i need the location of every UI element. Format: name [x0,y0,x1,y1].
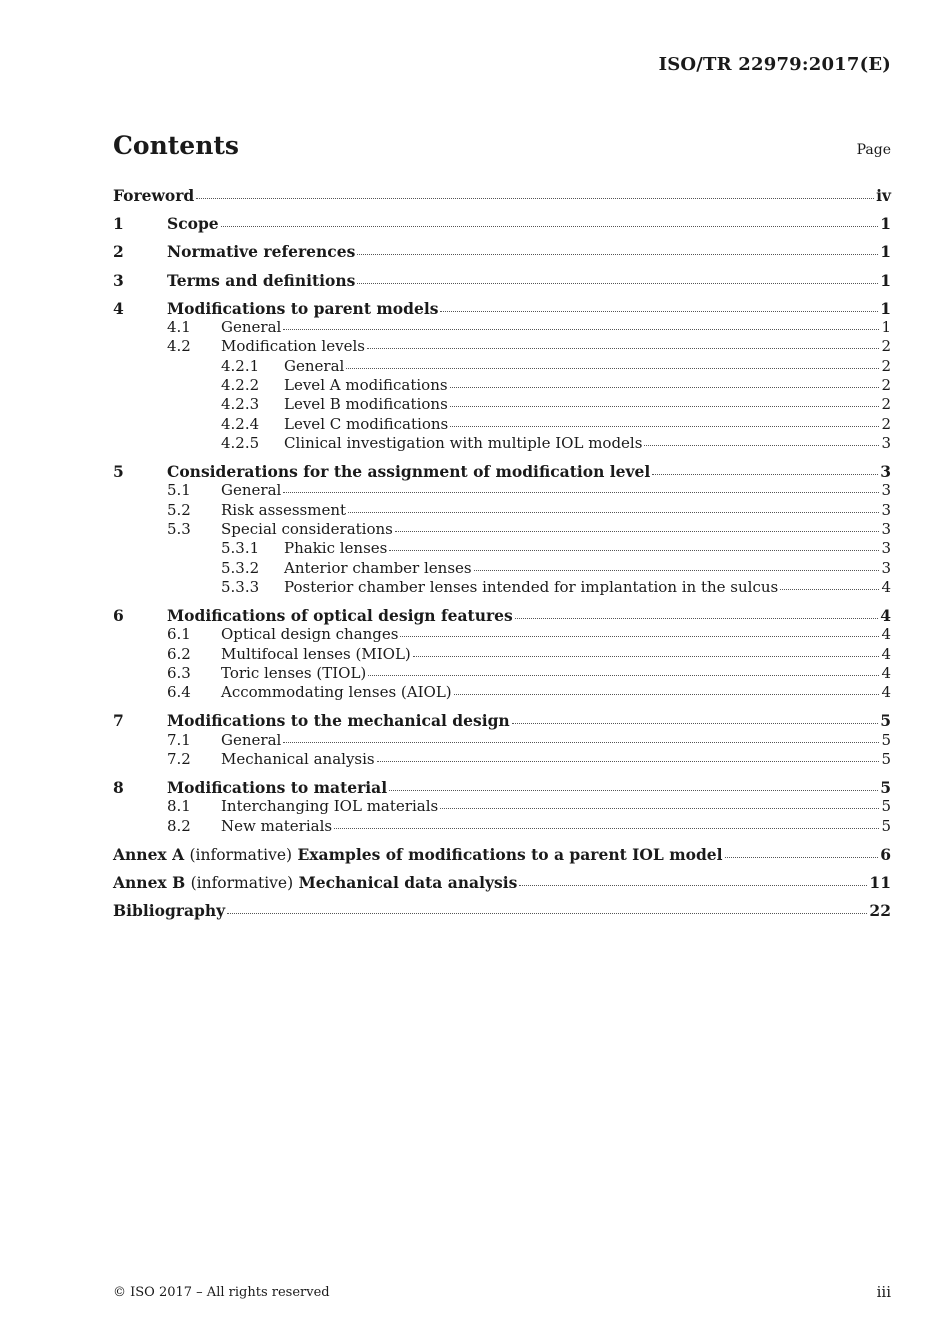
toc-entry-page: 2 [881,375,891,394]
dot-leader [474,569,880,571]
toc-entry-page: 2 [881,356,891,375]
toc-entry[interactable] [113,434,891,453]
toc-entry-title: Level A modifications [284,375,448,394]
toc-entry-number: 6.2 [167,644,191,663]
toc-entry-number: 8.1 [167,797,191,816]
toc-entry-title: Scope [167,214,219,234]
toc-entry[interactable] [113,683,891,702]
toc-entry[interactable] [113,901,891,920]
dot-leader [389,789,878,791]
toc-entry-page: 22 [869,901,891,921]
toc-entry-number: 6.3 [167,663,191,682]
toc-entry-title: Terms and definitions [167,270,356,290]
toc-entry-page: 3 [880,462,891,482]
dot-leader [368,674,879,676]
toc-entry-title: Bibliography [113,901,226,921]
toc-entry-page: 4 [881,577,891,596]
toc-entry[interactable] [113,271,891,290]
toc-entry-number: 5.3.1 [221,539,260,558]
toc-entry-page: 5 [880,711,891,731]
annex-title: Examples of modifications to a parent IOL model [297,844,723,864]
toc-entry-page: 11 [869,873,891,893]
toc-entry-title: Modifications to the mechanical design [167,711,510,731]
toc-entry-title [113,845,723,865]
annex-title: Mechanical data analysis [298,873,518,893]
toc-entry-title: Toric lenses (TIOL) [221,663,367,682]
toc-entry[interactable] [113,395,891,414]
toc-entry[interactable] [113,778,891,797]
dot-leader [377,760,880,762]
dot-leader [413,655,880,657]
dot-leader [440,807,879,809]
toc-entry[interactable] [113,625,891,644]
dot-leader [283,328,879,330]
toc-entry-number: 5.2 [167,500,191,519]
toc-entry-page: 1 [880,298,891,318]
toc-entry-title: Risk assessment [221,500,347,519]
dot-leader [652,473,878,475]
toc-entry-page: 1 [881,318,891,337]
dot-leader [367,347,880,349]
toc-entry-title: Normative references [167,242,356,262]
toc-entry[interactable] [113,337,891,356]
toc-entry-page: iv [876,186,891,205]
toc-entry-number: 6.4 [167,683,191,702]
page-number: iii [876,1283,891,1301]
toc-entry[interactable] [113,357,891,376]
toc-entry-page: 1 [880,270,891,290]
toc-entry-number: 6 [113,605,124,625]
toc-entry-page: 5 [881,749,891,768]
toc-entry-title: Multifocal lenses (MIOL) [221,644,411,663]
toc-entry-title: Considerations for the assignment of modification level [167,462,651,482]
toc-entry[interactable] [113,873,891,892]
toc-entry-page: 5 [880,778,891,798]
toc-entry-number: 8.2 [167,816,191,835]
toc-entry[interactable] [113,501,891,520]
toc-entry-title: Accommodating lenses (AIOL) [221,683,452,702]
dot-leader [357,282,878,284]
toc-entry-number: 5.1 [167,481,191,500]
toc-entry-number: 4.2.3 [221,395,260,414]
toc-entry-number: 7.2 [167,749,191,768]
toc-entry-title [113,873,517,893]
toc-entry[interactable] [113,415,891,434]
toc-entry-page: 4 [881,683,891,702]
toc-entry-title: Posterior chamber lenses intended for implantation in the sulcus [284,577,779,596]
dot-leader [283,491,879,493]
toc-entry[interactable] [113,559,891,578]
toc-entry-page: 6 [880,844,891,864]
toc-entry[interactable] [113,817,891,836]
toc-entry[interactable] [113,186,891,205]
toc-entry[interactable] [113,750,891,769]
toc-entry-number: 3 [113,270,124,290]
toc-entry-page: 3 [881,500,891,519]
toc-entry-title: Anterior chamber lenses [284,558,472,577]
toc-entry-page: 4 [881,663,891,682]
dot-leader [454,693,880,695]
toc-entry-page: 3 [881,558,891,577]
toc-entry-page: 4 [881,644,891,663]
toc-entry[interactable] [113,664,891,683]
annex-label: Annex A [113,844,185,864]
dot-leader [196,197,874,199]
toc-entry[interactable] [113,462,891,481]
toc-entry-title: General [284,356,345,375]
toc-entry-page: 2 [881,337,891,356]
toc-entry-page: 3 [881,481,891,500]
toc-entry[interactable] [113,242,891,261]
toc-entry-page: 5 [881,816,891,835]
toc-entry[interactable] [113,520,891,539]
toc-entry-page: 2 [881,414,891,433]
toc-entry-number: 4.2 [167,337,191,356]
toc-entry-number: 4.2.2 [221,375,260,394]
toc-entry-page: 3 [881,433,891,452]
toc-entry-number: 2 [113,242,124,262]
toc-entry-page: 4 [881,625,891,644]
toc-entry-number: 5.3.2 [221,558,260,577]
dot-leader [346,367,879,369]
toc-entry-title: Modifications to material [167,778,388,798]
toc-entry[interactable] [113,606,891,625]
toc-entry-number: 4.2.1 [221,356,260,375]
dot-leader [644,444,879,446]
dot-leader [440,310,878,312]
dot-leader [450,386,880,388]
toc-entry[interactable] [113,214,891,233]
page-column-label: Page [856,142,891,158]
dot-leader [389,549,879,551]
toc-entry-page: 1 [880,242,891,262]
dot-leader [395,530,880,532]
toc-entry-title: General [221,481,282,500]
toc-entry[interactable] [113,711,891,730]
toc-entry-page: 2 [881,395,891,414]
toc-entry-title: General [221,318,282,337]
toc-entry-number: 4.2.4 [221,414,260,433]
toc-entry-number: 8 [113,778,124,798]
toc-entry[interactable] [113,845,891,864]
toc-entry-title: New materials [221,816,333,835]
toc-entry-page: 4 [880,605,891,625]
toc-entry-title: Level C modifications [284,414,449,433]
dot-leader [357,253,878,255]
toc-entry-title: Phakic lenses [284,539,388,558]
toc-entry-number: 4.1 [167,318,191,337]
toc-entry-title: Mechanical analysis [221,749,375,768]
dot-leader [283,741,879,743]
toc-entry-title: Foreword [113,186,195,205]
toc-entry-number: 6.1 [167,625,191,644]
toc-entry[interactable] [113,318,891,337]
dot-leader [512,722,879,724]
annex-qualifier: (informative) [189,845,293,864]
toc-entry-title: Special considerations [221,519,393,538]
dot-leader [515,617,878,619]
toc-entry-number: 4.2.5 [221,433,260,452]
toc-entry-title: Level B modifications [284,395,448,414]
annex-label: Annex B [113,873,186,893]
dot-leader [227,912,867,914]
toc-entry[interactable] [113,797,891,816]
toc-entry-title: Optical design changes [221,625,399,644]
toc-entry-page: 3 [881,519,891,538]
toc-entry[interactable] [113,539,891,558]
toc-entry-number: 5.3 [167,519,191,538]
dot-leader [221,225,879,227]
toc-entry-title: Clinical investigation with multiple IOL models [284,433,643,452]
document-identifier: ISO/TR 22979:2017(E) [658,54,891,75]
dot-leader [519,884,867,886]
toc-entry-page: 5 [881,797,891,816]
dot-leader [450,405,880,407]
dot-leader [334,827,879,829]
toc-entry[interactable] [113,299,891,318]
dot-leader [450,425,879,427]
toc-entry-page: 3 [881,539,891,558]
toc-entry-page: 1 [880,214,891,234]
toc-entry[interactable] [113,376,891,395]
toc-entry-number: 5.3.3 [221,577,260,596]
toc-entry-number: 7 [113,711,124,731]
toc-entry-number: 4 [113,298,124,318]
toc-entry-title: Interchanging IOL materials [221,797,439,816]
dot-leader [400,635,879,637]
toc-entry[interactable] [113,731,891,750]
toc-entry-number: 1 [113,214,124,234]
toc-entry-number: 5 [113,462,124,482]
toc-entry-title: Modifications to parent models [167,298,439,318]
page-title: Contents [113,131,240,160]
toc-entry[interactable] [113,645,891,664]
copyright-notice: © ISO 2017 – All rights reserved [113,1285,330,1300]
toc-entry[interactable] [113,481,891,500]
dot-leader [780,588,879,590]
dot-leader [348,511,879,513]
toc-entry-title: Modifications of optical design features [167,605,513,625]
toc-entry-title: Modification levels [221,337,365,356]
toc-entry-page: 5 [881,730,891,749]
dot-leader [725,856,879,858]
toc-entry-number: 7.1 [167,730,191,749]
table-of-contents [113,186,891,921]
annex-qualifier: (informative) [190,874,294,893]
toc-entry-title: General [221,730,282,749]
toc-entry[interactable] [113,578,891,597]
